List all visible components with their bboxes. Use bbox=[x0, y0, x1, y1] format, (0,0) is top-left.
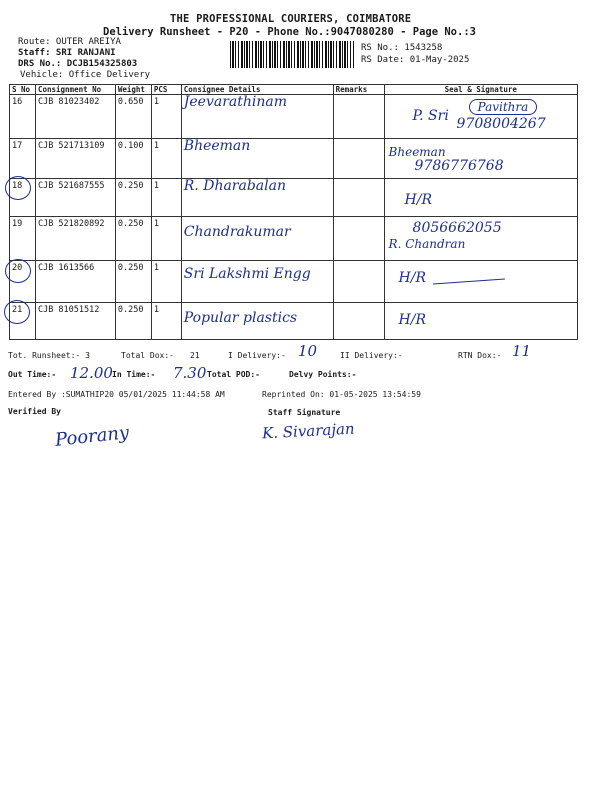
cell-pcs: 1 bbox=[151, 139, 181, 179]
table-row bbox=[10, 303, 578, 340]
total-dox-value: 21 bbox=[190, 351, 200, 360]
cell-sno: 16 bbox=[10, 95, 36, 139]
cell-pcs: 1 bbox=[151, 179, 181, 217]
table-row bbox=[10, 95, 578, 139]
cell-pcs: 1 bbox=[151, 95, 181, 139]
rs-number: RS No.: 1543258 bbox=[361, 43, 443, 53]
reprinted-on: Reprinted On: 01-05-2025 13:54:59 bbox=[262, 390, 421, 399]
circle-mark bbox=[4, 300, 30, 324]
rtn-dox-label: RTN Dox:- bbox=[458, 351, 502, 360]
cell-consignment: CJB 1613566 bbox=[35, 261, 115, 303]
cell-pcs: 1 bbox=[151, 217, 181, 261]
barcode bbox=[230, 41, 354, 68]
consignee-handwriting: R. Dharabalan bbox=[183, 178, 286, 194]
cell-remarks bbox=[333, 261, 384, 303]
cell-pcs: 1 bbox=[151, 303, 181, 340]
i-delivery-label: I Delivery:- bbox=[228, 351, 286, 360]
ii-delivery-label: II Delivery:- bbox=[340, 351, 403, 360]
cell-weight: 0.250 bbox=[115, 261, 151, 303]
cell-sno: 21 bbox=[10, 303, 36, 340]
circle-mark bbox=[5, 259, 31, 283]
cell-sno: 20 bbox=[10, 261, 36, 303]
phone-handwriting: 9708004267 bbox=[456, 116, 546, 132]
cell-consignee bbox=[181, 179, 333, 217]
total-dox-label: Total Dox:- bbox=[121, 351, 174, 360]
cell-weight: 0.250 bbox=[115, 179, 151, 217]
vehicle-label: Vehicle: Office Delivery bbox=[20, 70, 151, 80]
staff-signature-label: Staff Signature bbox=[268, 408, 341, 417]
out-time-label: Out Time:- bbox=[8, 370, 57, 379]
signature-handwriting: P. Sri bbox=[412, 108, 449, 124]
cell-weight: 0.250 bbox=[115, 217, 151, 261]
phone-handwriting: 9786776768 bbox=[414, 158, 504, 174]
col-consignee: Consignee Details bbox=[181, 85, 333, 95]
cell-pcs: 1 bbox=[151, 261, 181, 303]
cell-remarks bbox=[333, 95, 384, 139]
phone-handwriting: 8056662055 bbox=[412, 220, 502, 236]
cell-consignee bbox=[181, 217, 333, 261]
runsheet-table bbox=[9, 84, 578, 340]
col-sno: S No bbox=[10, 85, 36, 95]
col-consignment: Consignment No bbox=[35, 85, 115, 95]
cell-signature bbox=[384, 95, 577, 139]
cell-consignment: CJB 81051512 bbox=[35, 303, 115, 340]
entered-by: Entered By :SUMATHIP20 05/01/2025 11:44:58 AM bbox=[8, 390, 225, 399]
signature-handwriting: R. Chandran bbox=[388, 237, 466, 251]
cell-signature bbox=[384, 217, 577, 261]
cell-consignee bbox=[181, 95, 333, 139]
table-row bbox=[10, 261, 578, 303]
in-time-label: In Time:- bbox=[112, 370, 156, 379]
consignee-handwriting: Chandrakumar bbox=[183, 224, 291, 240]
cell-remarks bbox=[333, 179, 384, 217]
cell-consignment: CJB 521687555 bbox=[35, 179, 115, 217]
total-pod-label: Total POD:- bbox=[207, 370, 260, 379]
cell-signature bbox=[384, 303, 577, 340]
route-label: Route: OUTER AREIYA bbox=[18, 37, 121, 47]
verified-by-label: Verified By bbox=[8, 407, 61, 416]
col-pcs: PCS bbox=[151, 85, 181, 95]
cell-consignee bbox=[181, 261, 333, 303]
cell-signature bbox=[384, 139, 577, 179]
col-weight: Weight bbox=[115, 85, 151, 95]
cell-weight: 0.250 bbox=[115, 303, 151, 340]
cell-signature bbox=[384, 261, 577, 303]
cell-consignment: CJB 521820892 bbox=[35, 217, 115, 261]
out-time-value: 12.00 bbox=[70, 364, 113, 382]
cell-remarks bbox=[333, 217, 384, 261]
table-row bbox=[10, 139, 578, 179]
cell-signature bbox=[384, 179, 577, 217]
cell-consignment: CJB 521713109 bbox=[35, 139, 115, 179]
col-remarks: Remarks bbox=[333, 85, 384, 95]
table-row bbox=[10, 179, 578, 217]
verified-signature: Poorany bbox=[54, 422, 131, 451]
company-title: THE PROFESSIONAL COURIERS, COIMBATORE bbox=[170, 13, 412, 25]
cell-sno: 19 bbox=[10, 217, 36, 261]
circle-mark bbox=[5, 176, 31, 200]
delvy-points-label: Delvy Points:- bbox=[289, 370, 357, 379]
cell-sno: 17 bbox=[10, 139, 36, 179]
signature-handwriting: H/R bbox=[398, 312, 427, 328]
rs-date: RS Date: 01-May-2025 bbox=[361, 55, 470, 65]
cell-consignment: CJB 81023402 bbox=[35, 95, 115, 139]
cell-consignee bbox=[181, 303, 333, 340]
drs-number: DRS No.: DCJB154325803 bbox=[18, 59, 138, 69]
table-row bbox=[10, 217, 578, 261]
consignee-handwriting: Popular plastics bbox=[183, 310, 298, 326]
signature-handwriting: Bheeman bbox=[388, 145, 446, 159]
cell-remarks bbox=[333, 303, 384, 340]
rtn-dox-value: 11 bbox=[512, 342, 532, 360]
signature-handwriting: H/R bbox=[404, 192, 433, 208]
cell-sno: 18 bbox=[10, 179, 36, 217]
recipient-note: Pavithra bbox=[469, 99, 538, 115]
staff-label: Staff: SRI RANJANI bbox=[18, 48, 116, 58]
consignee-handwriting: Sri Lakshmi Engg bbox=[183, 266, 311, 282]
i-delivery-value: 10 bbox=[298, 342, 318, 360]
consignee-handwriting: Jeevarathinam bbox=[183, 94, 288, 110]
cell-weight: 0.650 bbox=[115, 95, 151, 139]
cell-weight: 0.100 bbox=[115, 139, 151, 179]
in-time-value: 7.30 bbox=[173, 364, 207, 382]
staff-signature: K. Sivarajan bbox=[261, 419, 356, 443]
cell-remarks bbox=[333, 139, 384, 179]
col-signature: Seal & Signature bbox=[384, 85, 577, 95]
strike-line bbox=[433, 278, 505, 284]
cell-consignee bbox=[181, 139, 333, 179]
signature-handwriting: H/R bbox=[398, 270, 427, 286]
consignee-handwriting: Bheeman bbox=[183, 138, 251, 154]
tot-runsheet: Tot. Runsheet:- 3 bbox=[8, 351, 90, 360]
runsheet-title: Delivery Runsheet - P20 - Phone No.:9047080280 - Page No.:3 bbox=[103, 26, 476, 38]
table-header-row bbox=[10, 85, 578, 95]
